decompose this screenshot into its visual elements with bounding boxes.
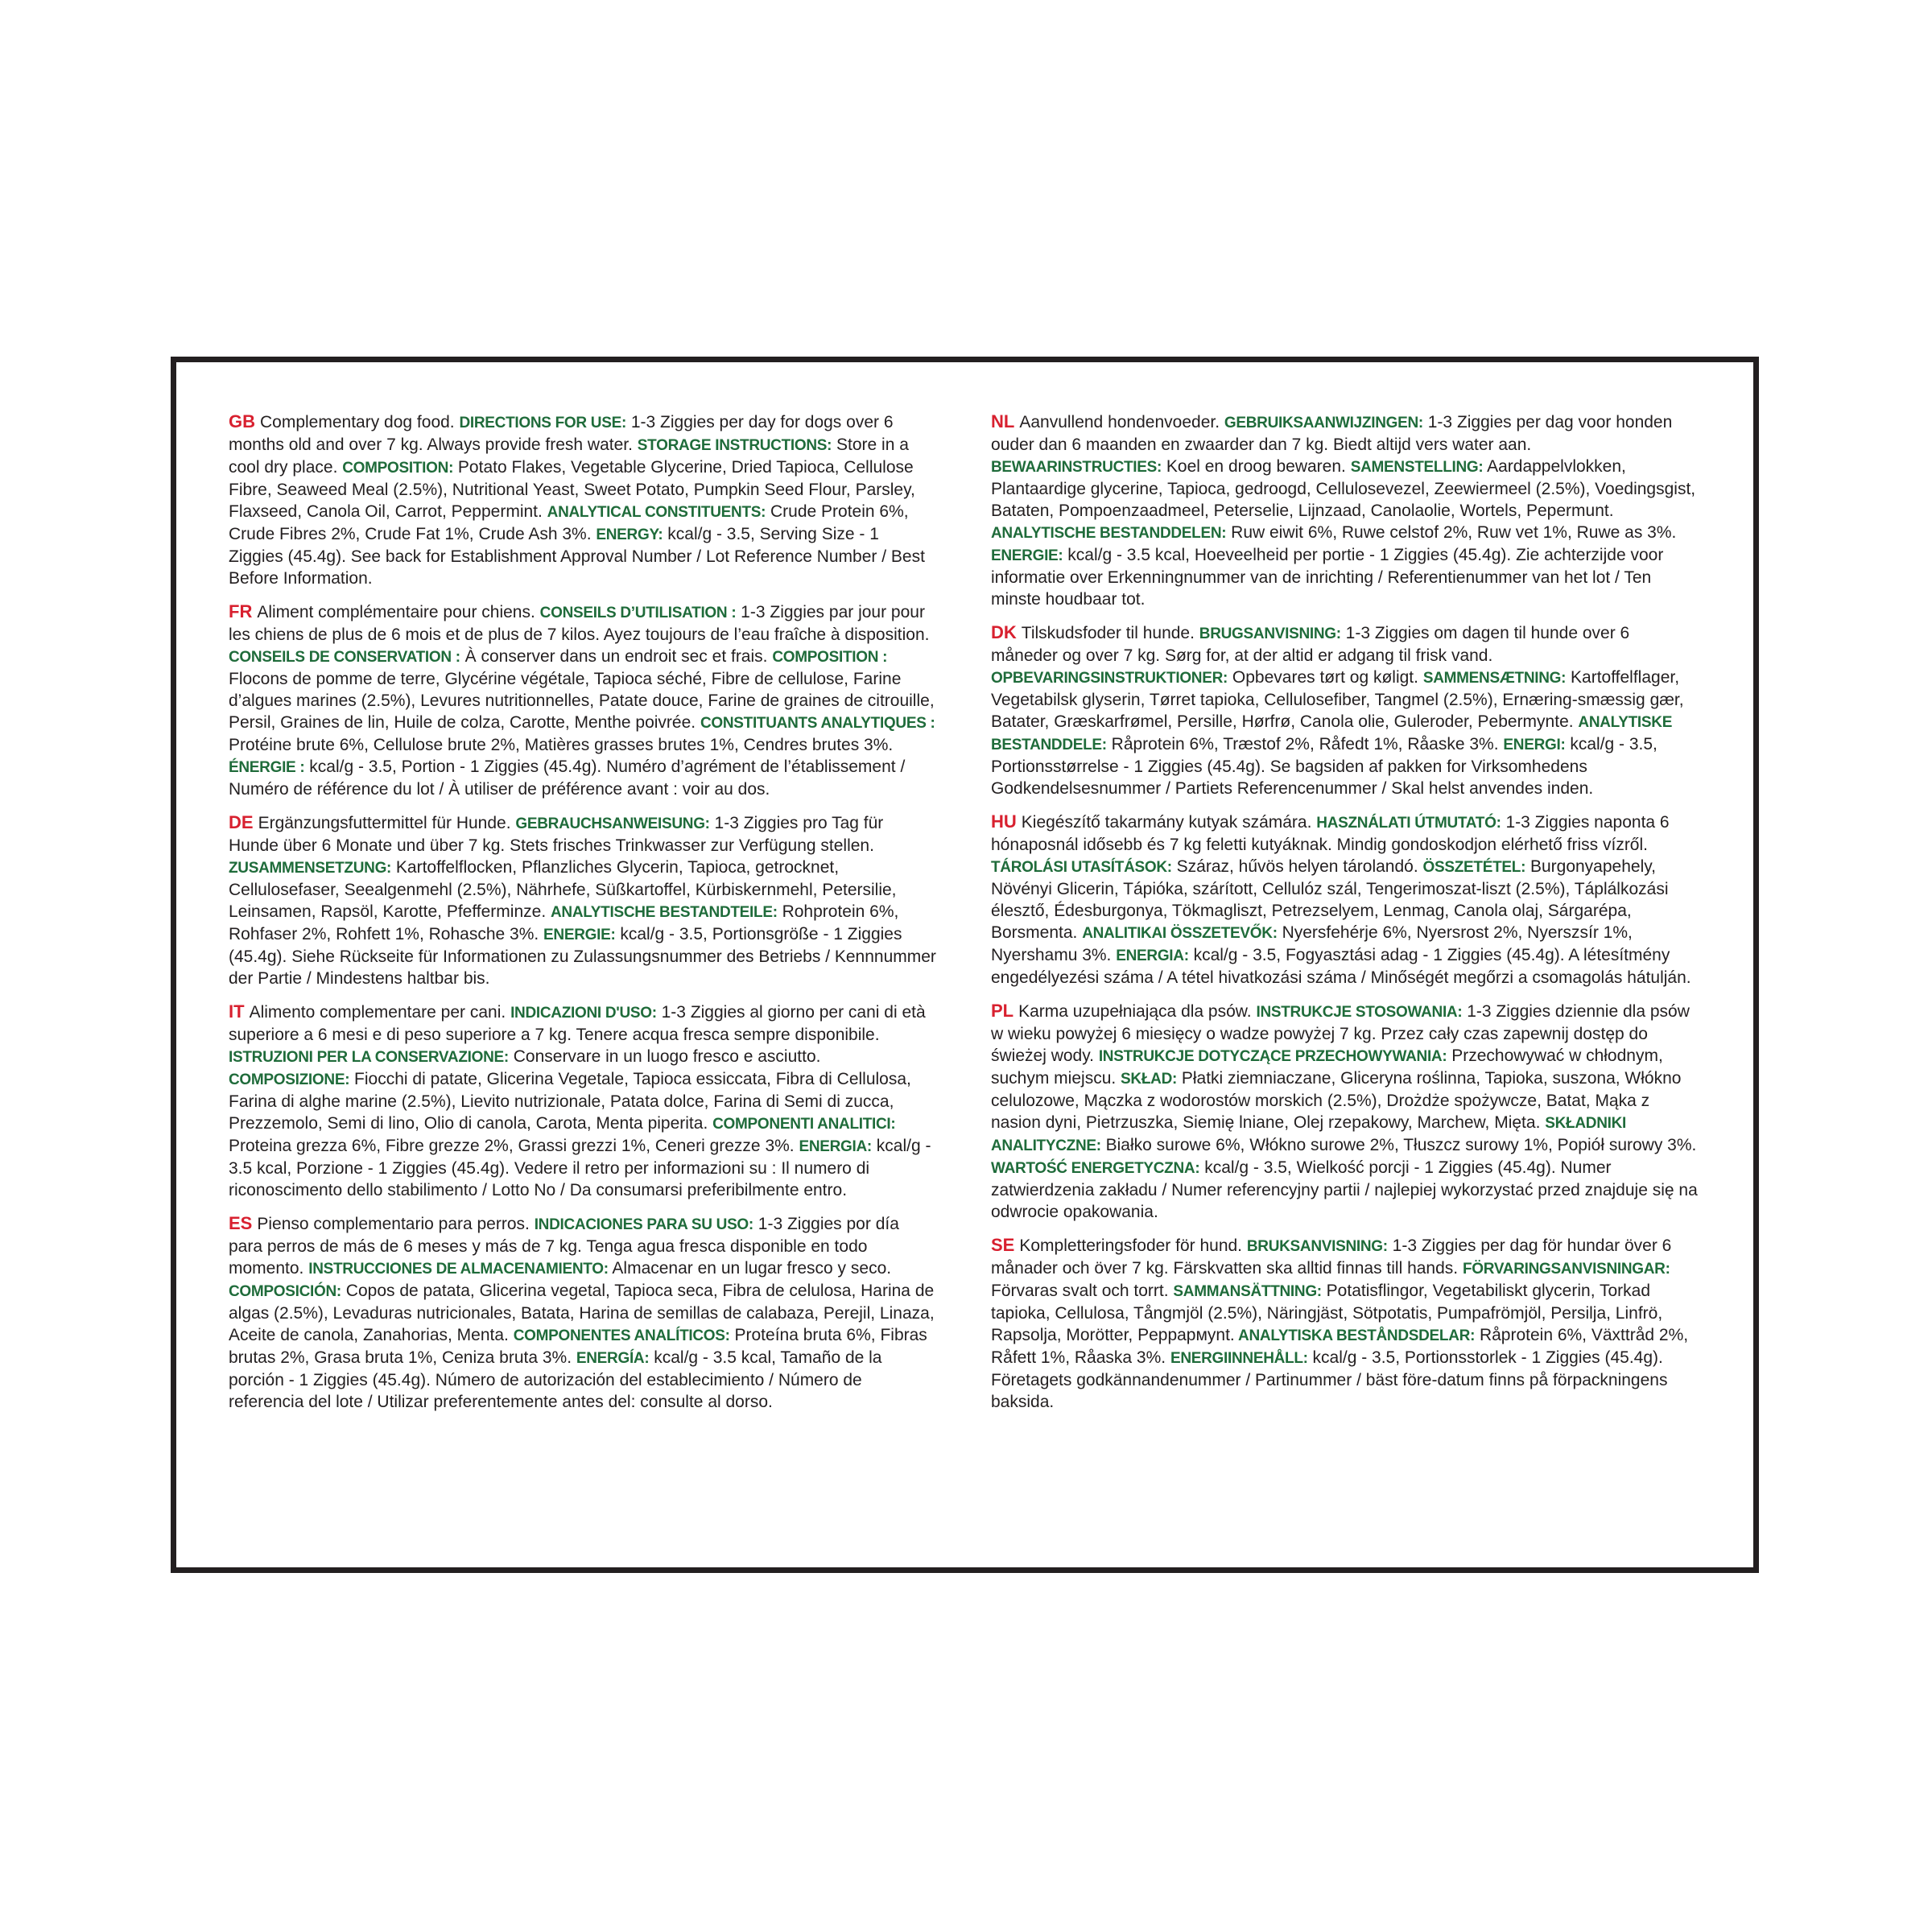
section-heading: ANALYTISCHE BESTANDDELEN: [991, 525, 1227, 542]
section-text: Koel en droog bewaren. [1162, 457, 1351, 476]
section-heading: ÖSSZETÉTEL: [1422, 859, 1526, 876]
section-text: Potato Flakes, Vegetable Glycerine, Dried Tapioca, Cellulose Fibre, Seaweed Meal (2.5%), Nutritional Yeast, Sweet Potato, Pumpkin Seed Flour, Parsley, Flaxseed, Canola Oil, Carrot, Peppermint. [229, 458, 915, 521]
section-text: Przechowywać w chłodnym, suchym miejscu. [991, 1046, 1663, 1088]
section-text: 1-3 Ziggies per day for dogs over 6 months old and over 7 kg. Always provide fresh water. [229, 413, 894, 454]
section-text: Opbevares tørt og køligt. [1228, 668, 1423, 687]
entry-fr [229, 601, 937, 800]
section-text: kcal/g - 3.5, Serving Size - 1 Ziggies (45.4g). See back for Establishment Approval Number / Lot Reference Number / Best Before Information. [229, 525, 925, 588]
section-text: 1-3 Ziggies naponta 6 hónaposnál idősebb és 7 kg feletti kutyáknak. Mindig gondoskodjon elérhető friss vízről. [991, 813, 1670, 854]
section-text: Store in a cool dry place. [229, 436, 909, 477]
section-heading: ENERGÍA: [576, 1350, 650, 1367]
section-text: Flocons de pomme de terre, Glycérine végétale, Tapioca séché, Fibre de cellulose, Farine d’algues marines (2.5%), Levures nutritionnelles, Patate douce, Farine de graines de citrouille, Persil, Graines de lin, Huile de colza, Carotte, Menthe poivrée. [229, 670, 935, 732]
section-heading: INDICAZIONI D'USO: [510, 1005, 657, 1022]
section-text: Tilskudsfoder til hunde. [1021, 624, 1199, 642]
section-heading: INSTRUKCJE STOSOWANIA: [1256, 1004, 1463, 1021]
section-heading: COMPOSIZIONE: [229, 1071, 350, 1088]
section-heading: ANALITIKAI ÖSSZETEVŐK: [1082, 925, 1278, 942]
entry-se [991, 1234, 1699, 1413]
section-text: Száraz, hűvös helyen tárolandó. [1171, 857, 1423, 876]
section-heading: BRUKSANVISNING: [1246, 1238, 1388, 1255]
section-text: Almacenar en un lugar fresco y seco. [608, 1259, 892, 1278]
section-text: kcal/g - 3.5, Fogyasztási adag - 1 Ziggies (45.4g). A létesítmény engedélyezési száma / A tétel hivatkozási száma / Minőségét megőrzi a csomagolás hátulján. [991, 946, 1691, 987]
section-heading: ÉNERGIE : [229, 759, 305, 776]
section-text: Aliment complémentaire pour chiens. [257, 603, 540, 621]
language-code: GB [229, 411, 255, 431]
section-text: À conserver dans un endroit sec et frais. [460, 647, 773, 666]
section-heading: DIRECTIONS FOR USE: [459, 415, 626, 431]
language-code: DK [991, 622, 1017, 642]
section-heading: BEWAARINSTRUCTIES: [991, 459, 1162, 476]
section-text: Ruw eiwit 6%, Ruwe celstof 2%, Ruw vet 1%, Ruwe as 3%. [1226, 523, 1677, 542]
section-text: Conservare in un luogo fresco e asciutto. [508, 1047, 821, 1066]
section-heading: ANALYTICAL CONSTITUENTS: [547, 504, 766, 521]
section-text: Pienso complementario para perros. [257, 1215, 535, 1233]
language-code: IT [229, 1001, 245, 1022]
section-heading: WARTOŚĆ ENERGETYCZNA: [991, 1160, 1200, 1177]
section-text: kcal/g - 3.5 kcal, Porzione - 1 Ziggies (45.4g). Vedere il retro per informazioni su : Il numero di riconoscimento dello stabilimento / Lotto No / Da consumarsi preferibilmente entro. [229, 1137, 931, 1199]
section-heading: CONSEILS D’UTILISATION : [539, 605, 737, 621]
section-text: Rohprotein 6%, Rohfaser 2%, Rohfett 1%, Rohasche 3%. [229, 902, 899, 943]
section-heading: ENERGIA: [1116, 947, 1189, 964]
section-heading: SAMENSTELLING: [1350, 459, 1484, 476]
section-text: 1-3 Ziggies pro Tag für Hunde über 6 Monate und über 7 kg. Stets frisches Trinkwasser zur Verfügung stellen. [229, 814, 884, 855]
section-heading: HASZNÁLATI ÚTMUTATÓ: [1316, 815, 1501, 832]
section-text: kcal/g - 3.5, Portionsstorlek - 1 Ziggies (45.4g). Företagets godkännandenummer / Partinummer / bäst före-datum finns på förpackningens baksida. [991, 1348, 1668, 1411]
section-heading: INSTRUKCJE DOTYCZĄCE PRZECHOWYWANIA: [1098, 1048, 1447, 1065]
section-text: Ergänzungsfuttermittel für Hunde. [258, 814, 516, 832]
section-text: 1-3 Ziggies por día para perros de más de 6 meses y más de 7 kg. Tenga agua fresca disponible en todo momento. [229, 1215, 899, 1278]
entry-gb [229, 411, 937, 589]
entry-it [229, 1001, 937, 1201]
entry-hu [991, 811, 1699, 989]
section-heading: ANALYTISKA BESTÅNDSDELAR: [1234, 1327, 1476, 1344]
language-code: NL [991, 411, 1015, 431]
section-heading: ANALYTISCHE BESTANDTEILE: [550, 904, 778, 921]
section-text: Kartoffelflager, Vegetabilsk glyserin, Tørret tapioka, Cellulosefiber, Tangmel (2.5%), Ernæring-smæssig gær, Batater, Græskarfrømel, Persille, Hørfrø, Canola olie, Guleroder, Pebermynte. [991, 668, 1684, 731]
section-heading: ENERGIA: [799, 1138, 872, 1155]
section-text: Protéine brute 6%, Cellulose brute 2%, Matières grasses brutes 1%, Cendres brutes 3%. [229, 736, 894, 754]
section-text: Fiocchi di patate, Glicerina Vegetale, Tapioca essiccata, Fibra di Cellulosa, Farina di alghe marine (2.5%), Lievito nutrizionale, Patata dolce, Farina di Semi di zucca, Prezzemolo, Semi di lino, Olio di canola, Carota, Menta piperita. [229, 1070, 911, 1133]
section-text: kcal/g - 3.5, Portion - 1 Ziggies (45.4g). Numéro d’agrément de l’établissement / Numéro de référence du lot / À utiliser de préférence avant : voir au dos. [229, 758, 906, 799]
section-text: 1-3 Ziggies al giorno per cani di età superiore a 6 mesi e di peso superiore a 7 kg. Tenere acqua fresca sempre disponibile. [229, 1003, 926, 1044]
section-heading: STORAGE INSTRUCTIONS: [637, 437, 832, 454]
section-heading: BRUGSANVISNING: [1199, 625, 1341, 642]
section-text: Potatisflingor, Vegetabiliskt glycerin, Torkad tapioka, Cellulosa, Tångmjöl (2.5%), Näringjäst, Sötpotatis, Pumpafrömjöl, Persilja, Linfrö, Rapsolja, Morötter, Peppармynt. [991, 1282, 1663, 1344]
entry-dk [991, 621, 1699, 799]
section-heading: COMPOSICIÓN: [229, 1283, 341, 1300]
section-text: 1-3 Ziggies dziennie dla psów w wieku powyżej 6 miesięcy o wadze powyżej 7 kg. Przez cały czas zapewnij dostęp do świeżej wody. [991, 1002, 1690, 1065]
left-column [229, 411, 937, 1424]
section-text: Karma uzupełniająca dla psów. [1018, 1002, 1257, 1021]
section-heading: COMPOSITION : [772, 649, 888, 666]
section-heading: ENERGIINNEHÅLL: [1170, 1350, 1308, 1367]
section-text: Nyersfehérje 6%, Nyersrost 2%, Nyerszsír 1%, Nyershamu 3%. [991, 923, 1633, 964]
section-heading: OPBEVARINGSINSTRUKTIONER: [991, 670, 1228, 687]
section-text: Copos de patata, Glicerina vegetal, Tapioca seca, Fibra de celulosa, Harina de algas (2.5%), Levaduras nutricionales, Batata, Harina de semillas de calabaza, Perejil, Linaza, Aceite de canola, Zanahorias, Menta. [229, 1282, 935, 1344]
section-text: Råprotein 6%, Växttråd 2%, Råfett 1%, Råaska 3%. [991, 1326, 1689, 1367]
language-code: HU [991, 811, 1017, 832]
entry-es [229, 1212, 937, 1413]
section-text: Alimento complementare per cani. [249, 1003, 511, 1022]
section-text: Kartoffelflocken, Pflanzliches Glycerin, Tapioca, getrocknet, Cellulosefaser, Seealgenmehl (2.5%), Nährhefe, Süßkartoffel, Kürbiskernmehl, Petersilie, Leinsamen, Rapsöl, Karotte, Pfefferminze. [229, 858, 897, 921]
section-heading: COMPONENTES ANALÍTICOS: [513, 1327, 730, 1344]
section-text: Proteina grezza 6%, Fibre grezze 2%, Grassi grezzi 1%, Ceneri grezze 3%. [229, 1137, 799, 1155]
section-text: Aardappelvlokken, Plantaardige glycerine, Tapioca, gedroogd, Cellulosevezel, Zeewiermeel (2.5%), Voedingsgist, Bataten, Pompoenzaadmeel, Peterselie, Lijnzaad, Canolaolie, Wortels, Pepermunt. [991, 457, 1696, 520]
section-text: kcal/g - 3.5, Portionsgröße - 1 Ziggies (45.4g). Siehe Rückseite für Informationen zu Zulassungsnummer des Betriebs / Kennnummer der Partie / Mindestens haltbar bis. [229, 925, 936, 988]
label-panel [171, 357, 1759, 1573]
section-heading: ENERGIE: [543, 927, 616, 943]
language-code: DE [229, 812, 254, 832]
section-text: kcal/g - 3.5, Portionsstørrelse - 1 Ziggies (45.4g). Se bagsiden af pakken for Virksomhedens Godkendelsesnummer / Partiets Referencenummer / Skal helst anvendes inden. [991, 735, 1657, 798]
section-text: Aanvullend hondenvoeder. [1019, 413, 1224, 431]
section-text: 1-3 Ziggies per dag för hundar över 6 månader och över 7 kg. Färskvatten ska alltid finnas till hands. [991, 1236, 1672, 1278]
section-heading: INSTRUCCIONES DE ALMACENAMIENTO: [308, 1261, 609, 1278]
section-heading: ISTRUZIONI PER LA CONSERVAZIONE: [229, 1049, 509, 1066]
section-heading: SKŁAD: [1121, 1071, 1178, 1088]
section-heading: GEBRAUCHSANWEISUNG: [515, 815, 710, 832]
section-heading: GEBRUIKSAANWIJZINGEN: [1224, 415, 1423, 431]
section-text: Crude Protein 6%, Crude Fibres 2%, Crude Fat 1%, Crude Ash 3%. [229, 502, 909, 543]
section-text: Complementary dog food. [260, 413, 460, 431]
section-heading: SAMMENSÆTNING: [1422, 670, 1567, 687]
section-heading: ZUSAMMENSETZUNG: [229, 860, 392, 877]
language-code: ES [229, 1213, 253, 1233]
section-text: kcal/g - 3.5, Wielkość porcji - 1 Ziggies (45.4g). Numer zatwierdzenia zakładu / Numer referencyjny partii / najlepiej wykorzystać przed znajduje się na odwrocie opakowania. [991, 1158, 1698, 1221]
section-text: kcal/g - 3.5 kcal, Tamaño de la porción - 1 Ziggies (45.4g). Número de autorización del establecimiento / Número de referencia del lote / Utilizar preferentemente antes del: consulte al dorso. [229, 1348, 882, 1411]
section-text: Råprotein 6%, Træstof 2%, Råfedt 1%, Råaske 3%. [1106, 735, 1504, 753]
section-text: Förvaras svalt och torrt. [991, 1282, 1174, 1300]
section-heading: SKŁADNIKI ANALITYCZNE: [991, 1115, 1626, 1154]
section-text: 1-3 Ziggies per dag voor honden ouder dan 6 maanden en zwaarder dan 7 kg. Biedt altijd vers water aan. [991, 413, 1673, 454]
entry-pl [991, 1000, 1699, 1223]
entry-de [229, 811, 937, 989]
section-text: Burgonyapehely, Növényi Glicerin, Tápióka, szárított, Cellulóz szál, Tengerimoszat-liszt (2.5%), Táplálkozási élesztő, Édesburgonya, Tökmagliszt, Petrezselyem, Lenmag, Canola olaj, Sárgarépa, Borsmenta. [991, 857, 1669, 942]
section-text: Białko surowe 6%, Włókno surowe 2%, Tłuszcz surowy 1%, Popiół surowy 3%. [1100, 1136, 1697, 1154]
section-text: Kompletteringsfoder för hund. [1019, 1236, 1247, 1255]
language-code: FR [229, 601, 253, 621]
language-code: SE [991, 1235, 1015, 1255]
section-heading: FÖRVARINGSANVISNINGAR: [1462, 1261, 1670, 1278]
section-heading: ANALYTISKE BESTANDDELE: [991, 714, 1673, 753]
section-heading: COMPOSITION: [342, 460, 454, 477]
section-heading: TÁROLÁSI UTASÍTÁSOK: [991, 859, 1172, 876]
entry-nl [991, 411, 1699, 610]
section-heading: ENERGIE: [991, 547, 1063, 564]
section-heading: SAMMANSÄTTNING: [1173, 1283, 1322, 1300]
section-text: Proteína bruta 6%, Fibras brutas 2%, Grasa bruta 1%, Ceniza bruta 3%. [229, 1326, 927, 1367]
section-text: Kiegészítő takarmány kutyak számára. [1021, 813, 1317, 832]
section-heading: INDICACIONES PARA SU USO: [534, 1216, 753, 1233]
section-heading: COMPONENTI ANALITICI: [712, 1116, 896, 1133]
language-code: PL [991, 1001, 1014, 1021]
section-heading: ENERGY: [596, 526, 663, 543]
section-text: Płatki ziemniaczane, Gliceryna roślinna, Tapioka, suszona, Włókno celulozowe, Mączka z wodorostów morskich (2.5%), Drożdże spożywcze, Batat, Mąka z nasion dyni, Pietrzuszka, Siemię lniane, Olej rzepakowy, Marchew, Mięta. [991, 1069, 1682, 1132]
section-text: 1-3 Ziggies par jour pour les chiens de plus de 6 mois et de plus de 7 kilos. Ayez toujours de l’eau fraîche à disposition. [229, 603, 930, 644]
section-text: kcal/g - 3.5 kcal, Hoeveelheid per portie - 1 Ziggies (45.4g). Zie achterzijde voor informatie over Erkenningnummer van de inrichting / Referentienummer van het lot / Ten minste houdbaar tot. [991, 546, 1664, 609]
section-text: 1-3 Ziggies om dagen til hunde over 6 måneder og over 7 kg. Sørg for, at der altid er adgang til frisk vand. [991, 624, 1630, 665]
right-column [991, 411, 1699, 1424]
section-heading: CONSTITUANTS ANALYTIQUES : [700, 715, 935, 732]
section-heading: CONSEILS DE CONSERVATION : [229, 649, 460, 666]
section-heading: ENERGI: [1503, 737, 1566, 753]
